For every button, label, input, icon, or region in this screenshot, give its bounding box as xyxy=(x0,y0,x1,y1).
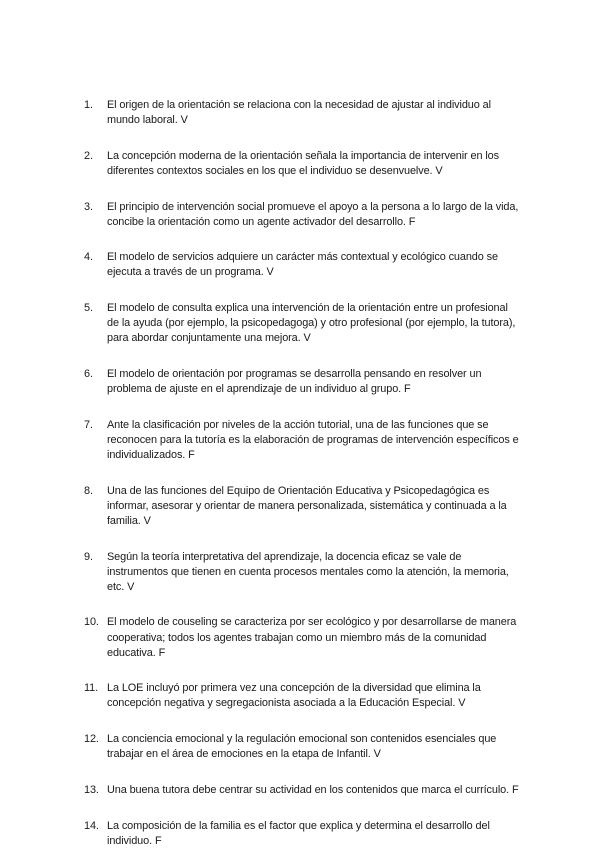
item-number: 3. xyxy=(84,200,93,213)
list-item xyxy=(0,250,600,280)
item-text: El modelo de servicios adquiere un carácter más contextual y ecológico cuando se ejecuta a través de un programa. V xyxy=(107,251,498,279)
list-item xyxy=(0,200,600,230)
item-text: La concepción moderna de la orientación señala la importancia de intervenir en los diferentes contextos sociales en los que el individuo se desenvuelve. V xyxy=(107,149,499,177)
item-text: La composición de la familia es el factor que explica y determina el desarrollo del individuo. F xyxy=(107,819,490,847)
list-item xyxy=(0,681,600,711)
list-item xyxy=(0,367,600,397)
item-number: 1. xyxy=(84,99,93,111)
list-item xyxy=(0,149,600,179)
item-number: 9. xyxy=(84,550,93,563)
item-text: Según la teoría interpretativa del aprendizaje, la docencia eficaz se vale de instrumentos que tienen en cuenta procesos mentales como la atención, la memoria, etc. V xyxy=(107,550,509,593)
item-number: 11. xyxy=(84,682,99,695)
item-text: El origen de la orientación se relaciona con la necesidad de ajustar al individuo al mundo laboral. V xyxy=(107,99,491,127)
item-text: La LOE incluyó por primera vez una concepción de la diversidad que elimina la concepción negativa y segregacionista asociada a la Educación Especial. V xyxy=(107,682,481,710)
item-text: Una de las funciones del Equipo de Orientación Educativa y Psicopedagógica es informar, asesorar y orientar de manera personalizada, sistemática y continuada a la familia. V xyxy=(107,484,507,527)
item-number: 10. xyxy=(84,616,99,629)
item-number: 8. xyxy=(84,484,93,497)
list-item xyxy=(0,819,600,849)
list-item xyxy=(0,550,600,595)
list-item xyxy=(0,301,600,346)
item-text: El modelo de orientación por programas se desarrolla pensando en resolver un problema de ajuste en el aprendizaje de un individuo al grupo. F xyxy=(107,368,482,396)
list-item xyxy=(0,615,600,660)
list-item xyxy=(0,98,600,128)
item-text: La conciencia emocional y la regulación emocional son contenidos esenciales que trabajar en el área de emociones en la etapa de Infantil. V xyxy=(107,733,497,761)
item-text: El modelo de couseling se caracteriza por ser ecológico y por desarrollarse de manera cooperativa; todos los agentes trabajan como un miembro más de la comunidad educativa. F xyxy=(107,616,517,659)
item-text: Una buena tutora debe centrar su actividad en los contenidos que marca el currículo. F xyxy=(107,783,519,796)
item-text: Ante la clasificación por niveles de la acción tutorial, una de las funciones que se reconocen para la tutoría es la elaboración de programas de intervención específicos e individualizados. F xyxy=(107,418,519,461)
item-text: El modelo de consulta explica una intervención de la orientación entre un profesional de la ayuda (por ejemplo, la psicopedagoga) y otro profesional (por ejemplo, la tutora), para abordar conjuntamente una mejora. V xyxy=(107,302,516,345)
item-number: 13. xyxy=(84,783,99,796)
item-number: 4. xyxy=(84,251,93,264)
item-number: 6. xyxy=(84,368,93,380)
item-number: 12. xyxy=(84,733,99,746)
list-item xyxy=(0,418,600,463)
item-number: 7. xyxy=(84,418,93,431)
item-number: 14. xyxy=(84,819,99,832)
list-item xyxy=(0,732,600,762)
list-item xyxy=(0,783,600,798)
item-number: 2. xyxy=(84,149,93,162)
list-item xyxy=(0,484,600,529)
item-number: 5. xyxy=(84,302,93,315)
true-false-list xyxy=(0,98,600,849)
item-text: El principio de intervención social promueve el apoyo a la persona a lo largo de la vida, concibe la orientación como un agente activador del desarrollo. F xyxy=(107,200,519,228)
